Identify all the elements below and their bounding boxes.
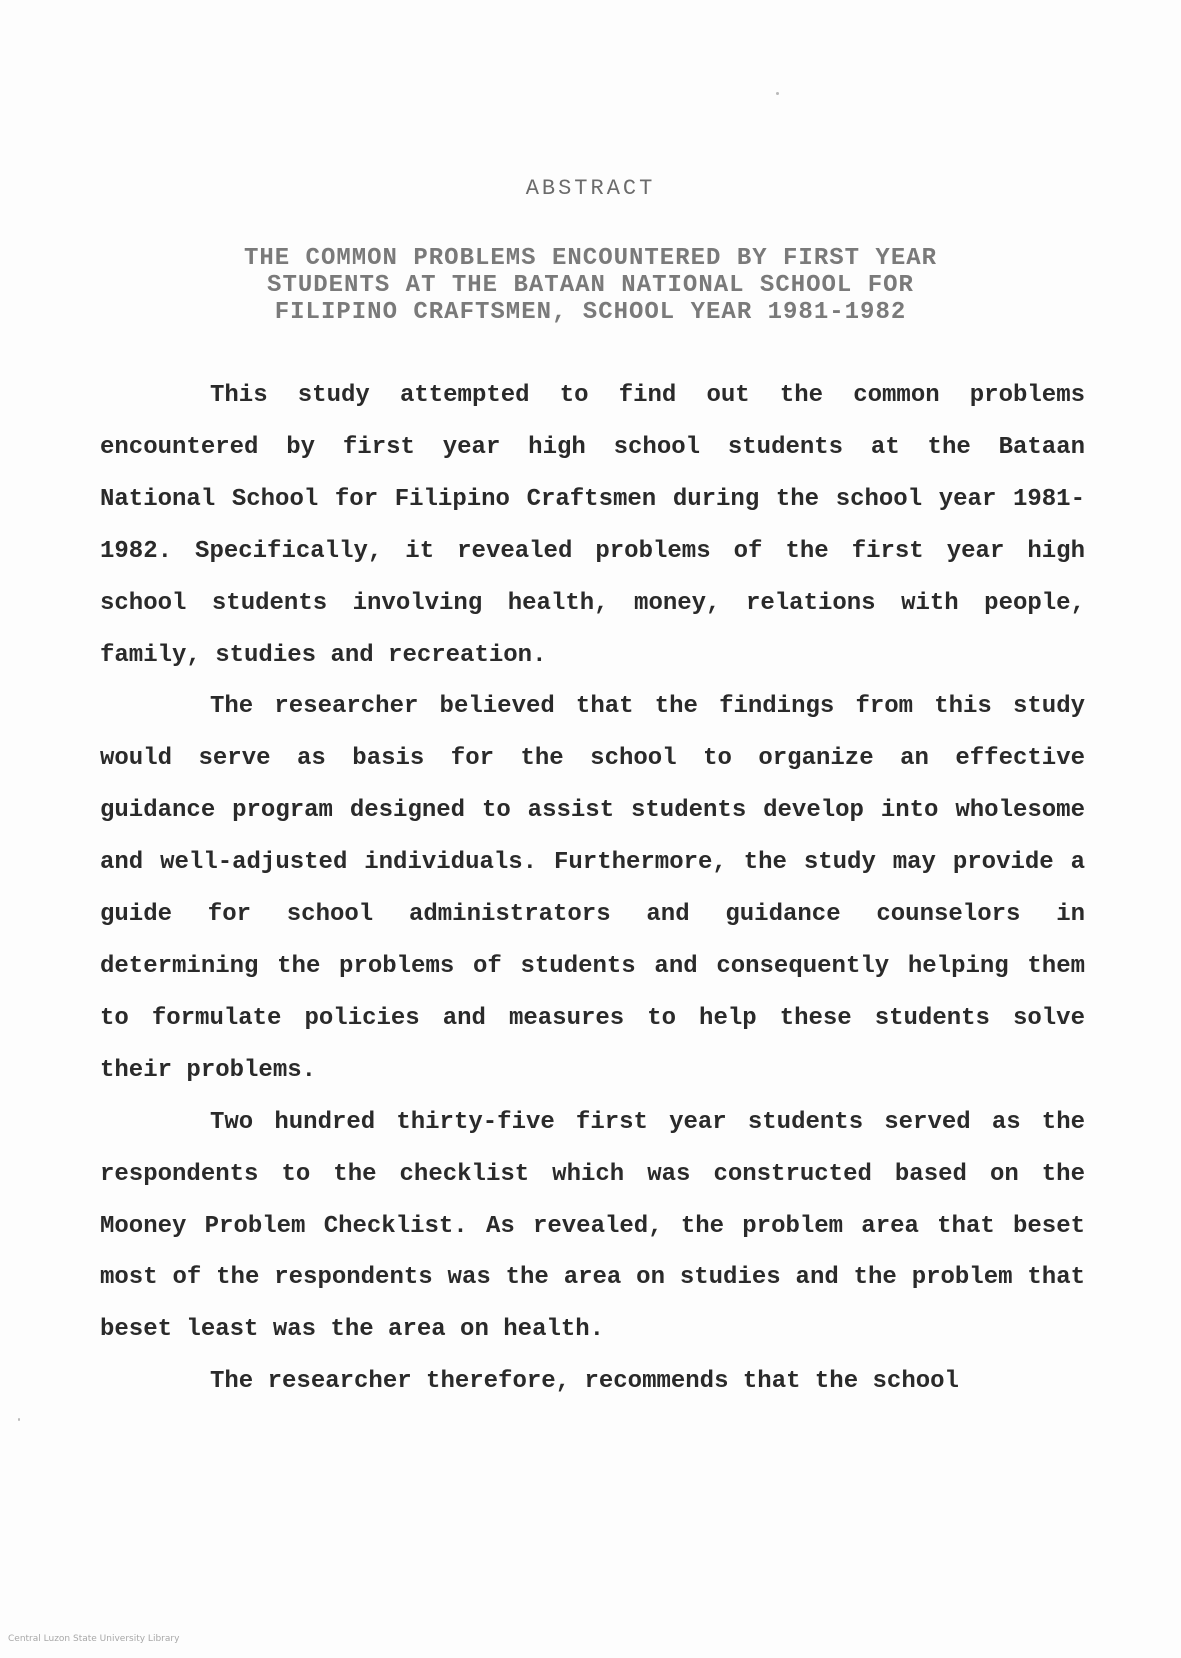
title-line-2: STUDENTS AT THE BATAAN NATIONAL SCHOOL FOR [267, 272, 914, 299]
title-line-1: THE COMMON PROBLEMS ENCOUNTERED BY FIRST YEAR [243, 245, 938, 272]
footer-text: Central Luzon State University Library [8, 1634, 180, 1644]
scan-speck [18, 1418, 20, 1421]
abstract-body [100, 370, 1085, 1408]
abstract-heading: ABSTRACT [525, 176, 656, 201]
scan-speck [776, 92, 779, 95]
title-line-3: FILIPINO CRAFTSMEN, SCHOOL YEAR 1981-1982 [274, 299, 907, 326]
paragraph-2: The researcher believed that the findings from this study would serve as basis for the school to organize an effective guidance program designed to assist students develop into wholesome and well-adjusted individuals. Furthermore, the study may provide a guide for school administrators and guidance counselors in determining the problems of students and consequently helping them to formulate policies and measures to help these students solve their problems. [100, 693, 1085, 1084]
study-title [0, 245, 1181, 326]
paragraph-1: This study attempted to find out the common problems encountered by first year high school students at the Bataan National School for Filipino Craftsmen during the school year 1981-1982. Specifically, it revealed problems of the first year high school students involving health, money, relations with people, family, studies and recreation. [100, 382, 1085, 669]
paragraph-4: The researcher therefore, recommends that the school [210, 1368, 959, 1396]
paragraph-3: Two hundred thirty-five first year students served as the respondents to the checklist which was constructed based on the Mooney Problem Checklist. As revealed, the problem area that beset most of the respondents was the area on studies and the problem that beset least was the area on health. [100, 1108, 1085, 1344]
